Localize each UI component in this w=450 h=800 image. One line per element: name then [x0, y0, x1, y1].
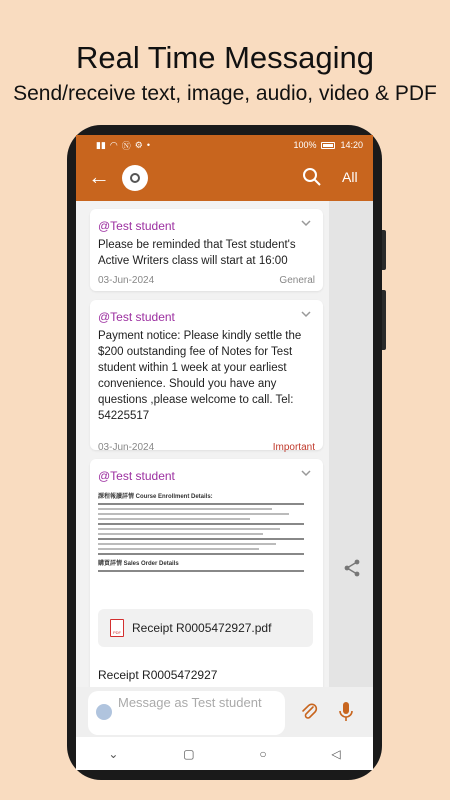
chevron-down-icon[interactable]: [301, 469, 311, 477]
message-input[interactable]: [88, 691, 285, 735]
attachment-name: Receipt R0005472927.pdf: [132, 621, 272, 635]
promo-title: Real Time Messaging: [75, 40, 375, 75]
avatar[interactable]: [122, 165, 148, 191]
nav-home-icon[interactable]: ○: [259, 746, 267, 761]
back-arrow-icon[interactable]: ←: [88, 164, 110, 189]
signal-icon: ▮▮: [96, 139, 106, 150]
wifi-icon: ◠: [109, 139, 118, 150]
phone-frame: [67, 125, 382, 780]
message-card[interactable]: [90, 459, 323, 699]
nav-recents-icon[interactable]: ▢: [183, 746, 195, 761]
user-icon: [96, 704, 112, 720]
nfc-icon: Ⓝ: [121, 140, 131, 151]
share-icon[interactable]: [343, 559, 361, 577]
search-icon[interactable]: [302, 167, 322, 187]
status-bar: [76, 135, 373, 155]
message-sender: @Test student: [98, 219, 175, 233]
settings-status-icon: ⚙: [134, 139, 143, 150]
message-text: Receipt R0005472927: [98, 668, 218, 682]
chevron-down-icon[interactable]: [301, 219, 311, 227]
nav-collapse-icon[interactable]: ⌄: [108, 746, 119, 761]
microphone-icon[interactable]: [338, 701, 354, 723]
battery-icon: [321, 142, 335, 149]
message-input-placeholder: Message as Test student: [118, 695, 262, 710]
nav-back-icon[interactable]: ◁: [331, 746, 341, 761]
message-sender: @Test student: [98, 469, 175, 483]
chevron-down-icon[interactable]: [301, 310, 311, 318]
receipt-preview-image[interactable]: [98, 491, 315, 601]
app-bar: [76, 155, 373, 201]
clock: 14:20: [340, 140, 363, 150]
pdf-file-icon: [110, 619, 124, 637]
message-date: 03-Jun-2024: [98, 442, 155, 453]
message-sender: @Test student: [98, 310, 175, 324]
promo-subtitle: Send/receive text, image, audio, video & PDF: [13, 82, 437, 105]
message-card[interactable]: [90, 300, 323, 453]
doc-heading: 課程報讀詳情 Course Enrollment Details:: [98, 494, 213, 500]
message-tag: General: [279, 275, 315, 286]
message-text: Please be reminded that Test student's Active Writers class will start at 16:00: [98, 239, 296, 267]
doc-heading: 購買詳情 Sales Order Details: [98, 561, 179, 567]
battery-percent: 100%: [293, 140, 317, 150]
volume-button: [382, 230, 386, 270]
logo-icon: [130, 173, 140, 183]
notification-icon: •: [146, 140, 151, 150]
screen: [76, 135, 373, 770]
message-tag: Important: [272, 442, 315, 453]
paperclip-icon[interactable]: [300, 701, 318, 723]
composer-bar: [76, 687, 373, 737]
message-date: 03-Jun-2024: [98, 275, 155, 286]
message-card[interactable]: [90, 209, 323, 291]
filter-all-button[interactable]: All: [342, 169, 358, 185]
power-button: [382, 290, 386, 350]
pdf-attachment[interactable]: [98, 609, 313, 647]
system-nav-bar: [76, 737, 373, 770]
side-panel: [329, 201, 373, 687]
message-text: Payment notice: Please kindly settle the $200 outstanding fee of Notes for Test student within 1 week at your earliest convenience. Should you have any questions ,please welcome to call. Tel: 54225517: [98, 330, 302, 422]
message-list[interactable]: [76, 201, 373, 687]
